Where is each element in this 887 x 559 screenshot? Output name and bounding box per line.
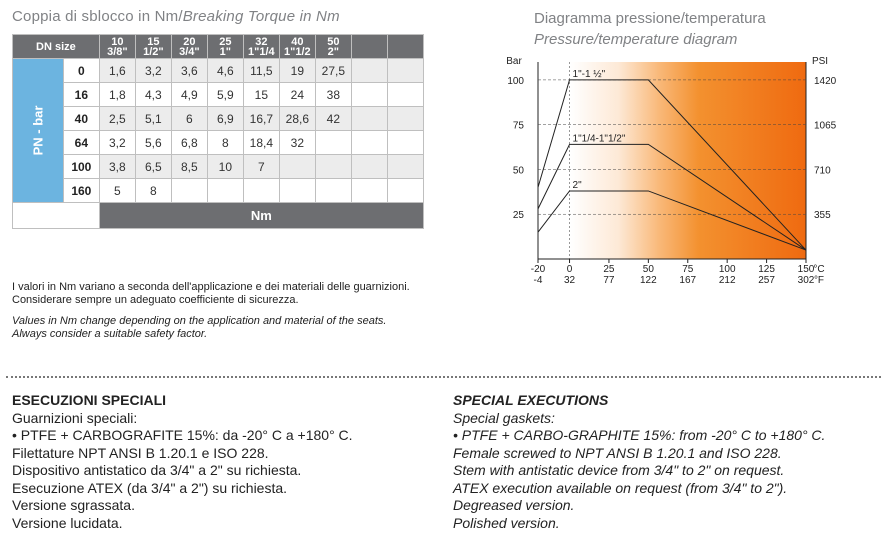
torque-cell: 4,3 <box>135 83 171 107</box>
torque-cell: 4,9 <box>171 83 207 107</box>
torque-cell: 8 <box>207 131 243 155</box>
torque-cell: 2,5 <box>99 107 135 131</box>
torque-cell: 3,2 <box>135 59 171 83</box>
special-line-en: Stem with antistatic device from 3/4" to 2" on request. <box>453 462 785 478</box>
special-line-it: Versione sgrassata. <box>12 497 135 513</box>
torque-cell: 27,5 <box>315 59 351 83</box>
special-line-it: Dispositivo antistatico da 3/4" a 2" su richiesta. <box>12 462 302 478</box>
x-tick-fahrenheit: 212 <box>718 275 736 286</box>
pn-row-value: 100 <box>63 155 99 179</box>
dn-value: 10 <box>111 35 124 48</box>
torque-cell: 11,5 <box>243 59 279 83</box>
dn-value: 50 <box>327 35 340 48</box>
torque-cell: 5,6 <box>135 131 171 155</box>
x-tick-fahrenheit: 302 <box>797 275 815 286</box>
torque-cell: 5 <box>99 179 135 203</box>
torque-cell: 8 <box>135 179 171 203</box>
x-tick-fahrenheit: 122 <box>640 275 657 286</box>
x-unit-celsius: °C <box>813 264 825 275</box>
y-unit-psi: PSI <box>811 56 829 67</box>
special-line-en: Degreased version. <box>453 497 575 513</box>
torque-cell: 1,6 <box>99 59 135 83</box>
y-tick-psi: 1420 <box>814 75 837 87</box>
dn-inch: 2" <box>327 45 340 58</box>
torque-cell: 8,5 <box>171 155 207 179</box>
special-line-it: Guarnizioni speciali: <box>12 409 138 426</box>
pn-row-value: 40 <box>63 107 99 131</box>
dn-value: 32 <box>255 35 268 48</box>
torque-cell: 18,4 <box>243 131 279 155</box>
dn-inch: 1"1/2 <box>284 45 311 58</box>
pn-row-value: 160 <box>63 179 99 203</box>
dn-value: 40 <box>291 35 304 48</box>
y-tick-bar: 25 <box>512 210 524 222</box>
torque-cell: 3,6 <box>171 59 207 83</box>
dn-value: 15 <box>147 35 160 48</box>
x-tick-celsius: 100 <box>718 264 736 275</box>
dn-inch: 1/2" <box>143 45 164 58</box>
y-unit-bar: Bar <box>506 56 522 67</box>
x-unit-fahrenheit: °F <box>813 275 825 286</box>
note-english: Values in Nm change depending on the application and material of the seats. Always consider a suitable safety factor. <box>12 315 387 340</box>
x-tick-celsius: 0 <box>566 264 573 275</box>
torque-cell: 3,2 <box>99 131 135 155</box>
y-tick-bar: 75 <box>512 120 524 132</box>
pn-bar-text: PN - bar <box>30 105 46 156</box>
torque-cell: 5,1 <box>135 107 171 131</box>
torque-cell: 32 <box>279 131 315 155</box>
special-line-it: Filettature NPT ANSI B 1.20.1 e ISO 228. <box>12 444 269 461</box>
torque-cell: 6,9 <box>207 107 243 131</box>
diagram-title-it: Diagramma pressione/temperatura <box>534 10 766 27</box>
special-executions-en <box>453 392 825 532</box>
pn-row-value: 16 <box>63 83 99 107</box>
special-title-it: ESECUZIONI SPECIALI <box>12 392 167 408</box>
series-label: 1"-1 ½" <box>572 68 606 80</box>
torque-cell: 10 <box>207 155 243 179</box>
pn-row-value: 64 <box>63 131 99 155</box>
torque-cell: 38 <box>315 83 351 107</box>
special-title-en: SPECIAL EXECUTIONS <box>453 392 609 408</box>
nm-unit-label: Nm <box>99 203 423 229</box>
y-tick-bar: 100 <box>507 75 524 87</box>
dn-inch: 1"1/4 <box>248 45 275 58</box>
torque-cell: 28,6 <box>279 107 315 131</box>
x-tick-celsius: -20 <box>530 264 546 275</box>
special-line-en: • PTFE + CARBO-GRAPHITE 15%: from -20° C to +180° C. <box>453 427 826 443</box>
series-label: 2" <box>572 179 582 191</box>
x-tick-celsius: 150 <box>797 264 815 275</box>
y-tick-psi: 355 <box>814 210 831 222</box>
torque-title-it: Coppia di sblocco in Nm/ <box>12 8 183 25</box>
torque-cell: 19 <box>279 59 315 83</box>
torque-cell: 16,7 <box>243 107 279 131</box>
x-tick-fahrenheit: 167 <box>679 275 697 286</box>
x-tick-fahrenheit: 32 <box>563 275 576 286</box>
torque-title-en: Breaking Torque in Nm <box>182 8 340 25</box>
torque-cell: 5,9 <box>207 83 243 107</box>
torque-cell: 7 <box>243 155 279 179</box>
y-tick-bar: 50 <box>512 165 524 177</box>
dn-inch: 1" <box>219 45 232 58</box>
pn-row-value: 0 <box>63 59 99 83</box>
dn-value: 20 <box>183 35 196 48</box>
dn-value: 25 <box>219 35 232 48</box>
torque-cell: 24 <box>279 83 315 107</box>
note-italian: I valori in Nm variano a seconda dell'applicazione e dei materiali delle guarnizioni. Considerare sempre un adeguato coefficiente di sicurezza. <box>12 281 410 306</box>
diagram-title-en: Pressure/temperature diagram <box>534 31 738 48</box>
dn-inch: 3/4" <box>179 45 200 58</box>
torque-cell: 6,8 <box>171 131 207 155</box>
y-tick-psi: 710 <box>814 165 831 177</box>
special-line-it: Versione lucidata. <box>12 514 123 531</box>
x-tick-fahrenheit: -4 <box>533 275 543 286</box>
torque-cell: 6,5 <box>135 155 171 179</box>
dn-size-header: DN size <box>13 35 100 59</box>
torque-cell: 1,8 <box>99 83 135 107</box>
special-line-en: ATEX execution available on request (from 3/4" to 2"). <box>453 479 788 496</box>
x-tick-celsius: 75 <box>682 264 694 275</box>
special-line-en: Female screwed to NPT ANSI B 1.20.1 and ISO 228. <box>453 444 782 461</box>
torque-cell: 3,8 <box>99 155 135 179</box>
x-tick-celsius: 25 <box>603 264 615 275</box>
torque-cell: 42 <box>315 107 351 131</box>
special-line-en: Polished version. <box>453 514 560 531</box>
special-executions-it <box>12 392 353 532</box>
x-tick-fahrenheit: 257 <box>758 275 775 286</box>
x-tick-fahrenheit: 77 <box>603 275 615 286</box>
torque-cell: 15 <box>243 83 279 107</box>
special-line-it: • PTFE + CARBOGRAFITE 15%: da -20° C a +180° C. <box>12 427 353 443</box>
dn-inch: 3/8" <box>107 45 128 58</box>
y-tick-psi: 1065 <box>814 120 837 132</box>
section-divider <box>6 376 881 378</box>
series-label: 1"1/4-1"1/2" <box>572 133 626 145</box>
special-line-en: Special gaskets: <box>453 409 555 426</box>
torque-cell: 4,6 <box>207 59 243 83</box>
x-tick-celsius: 50 <box>642 264 654 275</box>
x-tick-celsius: 125 <box>758 264 775 275</box>
torque-cell: 6 <box>171 107 207 131</box>
special-line-it: Esecuzione ATEX (da 3/4" a 2") su richiesta. <box>12 479 288 496</box>
